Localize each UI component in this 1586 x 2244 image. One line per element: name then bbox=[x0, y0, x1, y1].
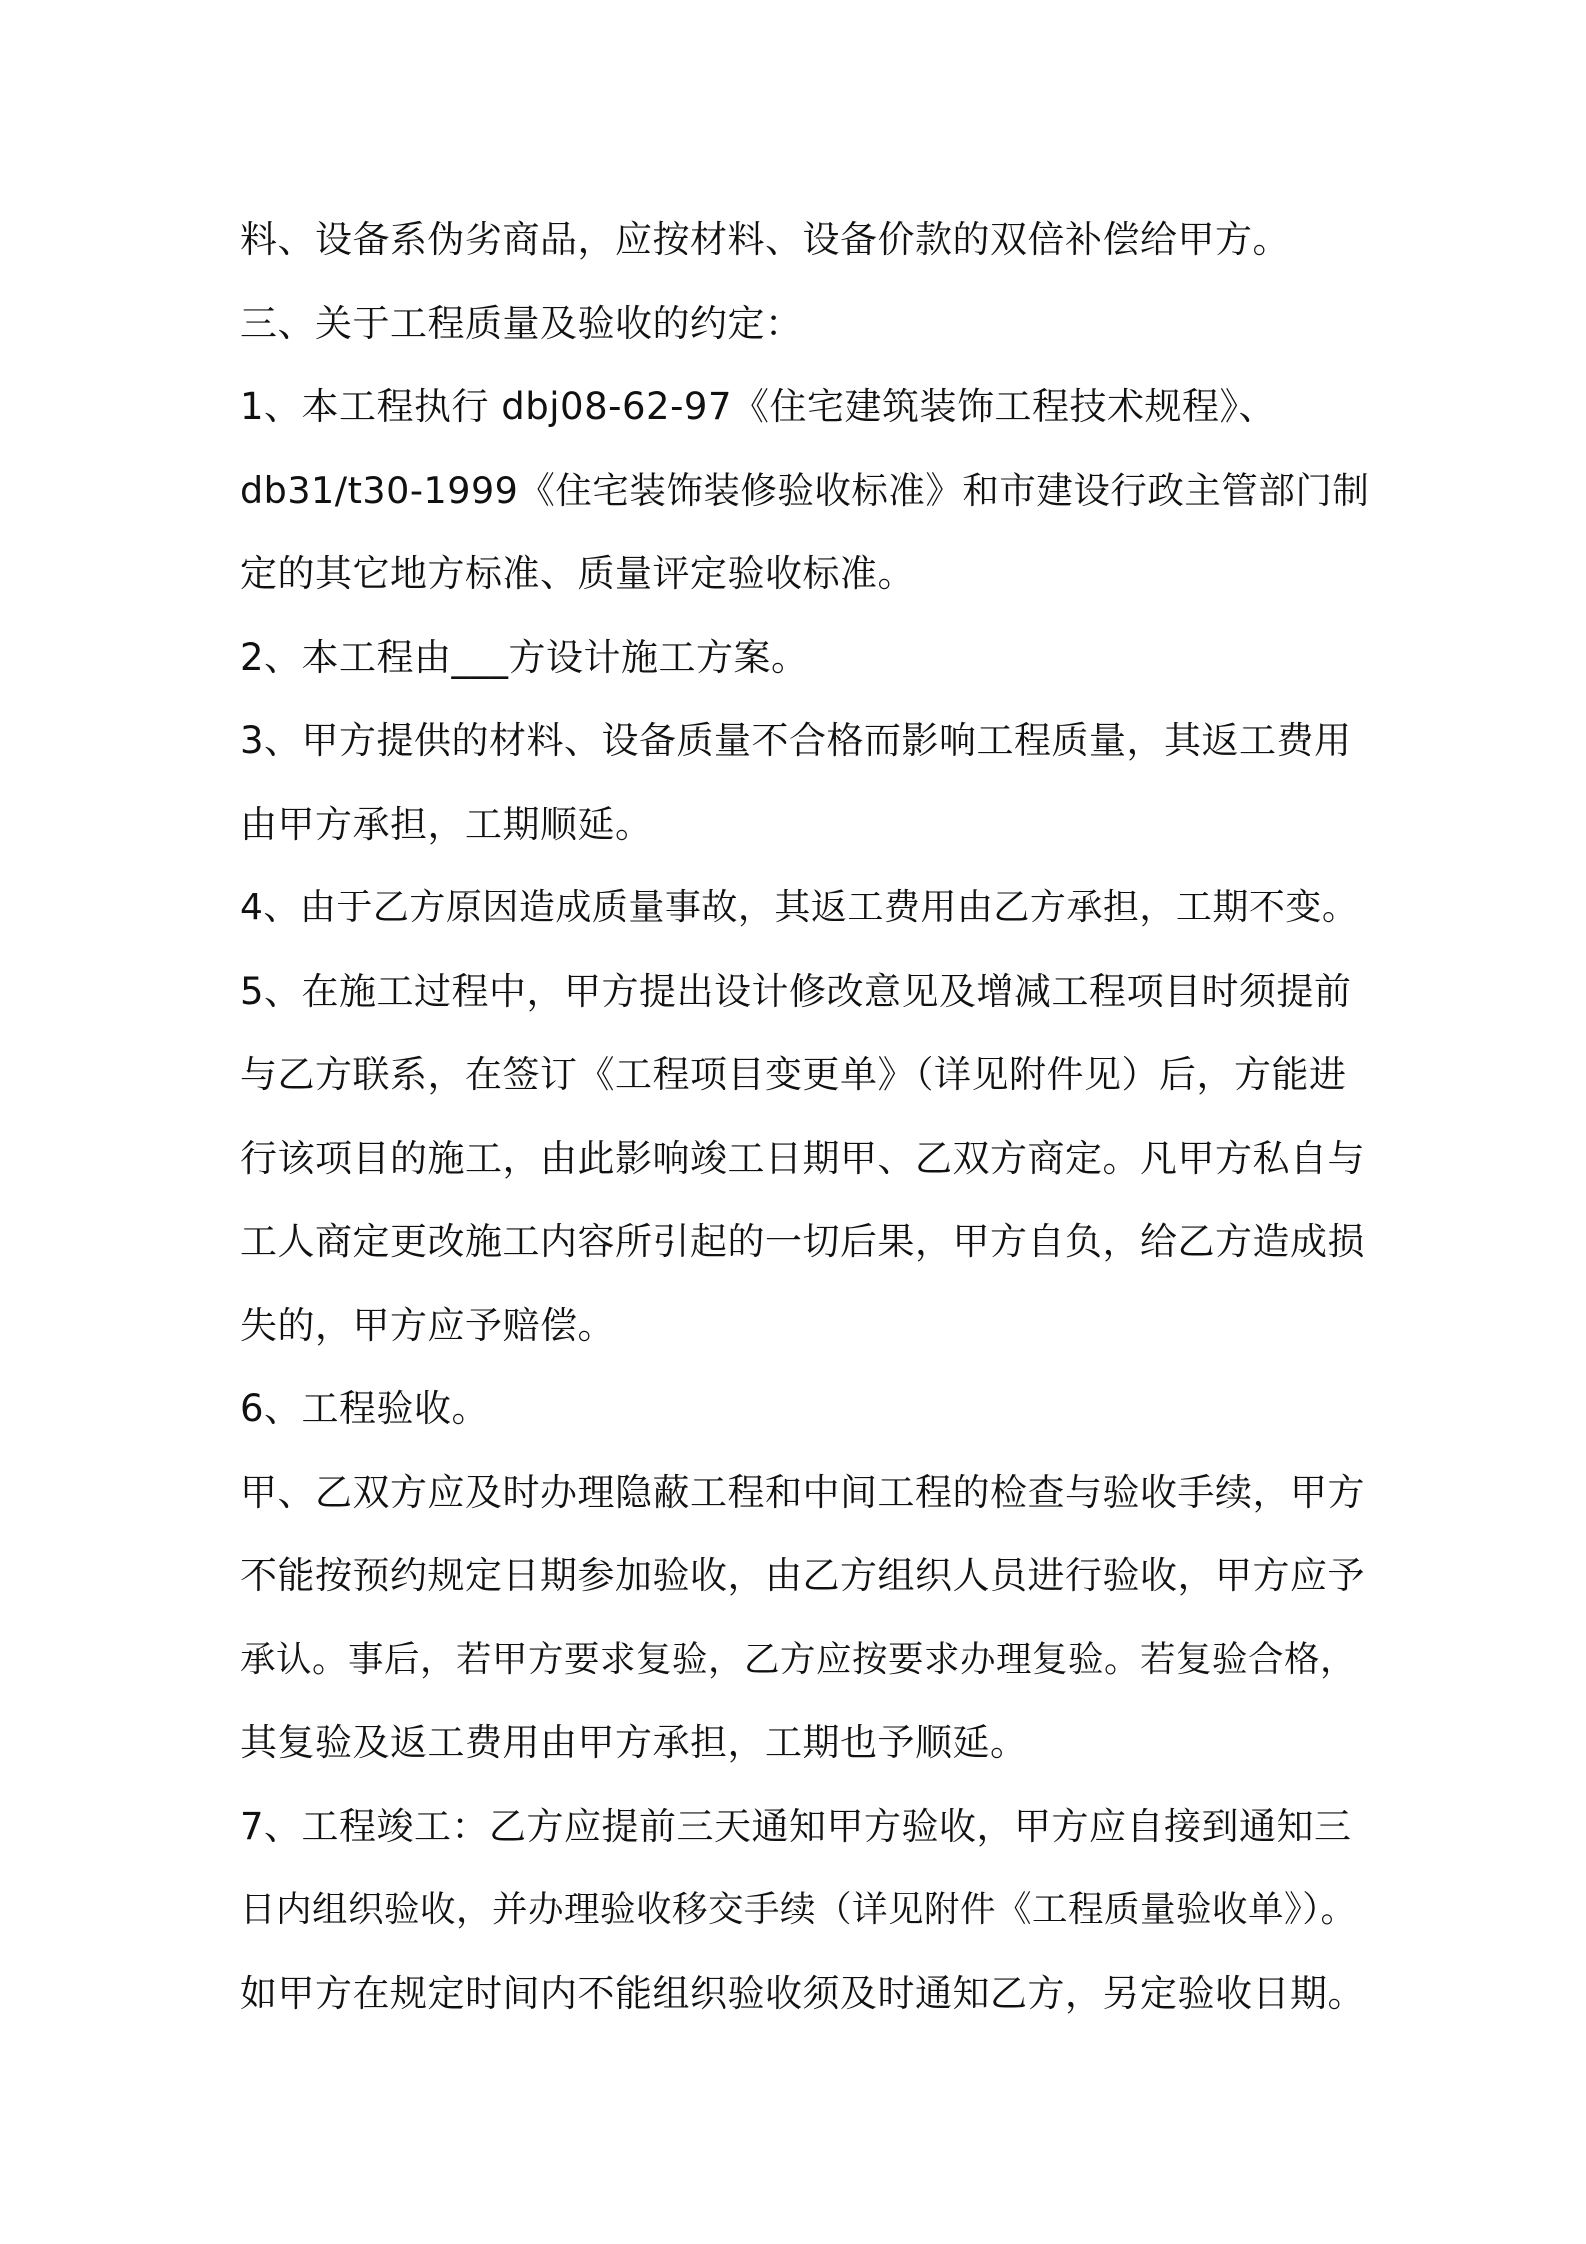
text-line: 由甲方承担，工期顺延。 bbox=[240, 802, 653, 846]
section-heading: 三、关于工程质量及验收的约定： bbox=[240, 301, 803, 345]
text-line: 定的其它地方标准、质量评定验收标准。 bbox=[240, 552, 915, 595]
text-line: 工人商定更改施工内容所引起的一切后果，甲方自负，给乙方造成损 bbox=[240, 1220, 1365, 1263]
text-line: 1、本工程执行 dbj08-62-97《住宅建筑装饰工程技术规程》、 bbox=[240, 385, 1276, 428]
text-line: 失的，甲方应予赔偿。 bbox=[240, 1303, 615, 1347]
text-line: 料、设备系伪劣商品，应按材料、设备价款的双倍补偿给甲方。 bbox=[240, 218, 1290, 261]
text-line: 日内组织验收，并办理验收移交手续（详见附件《工程质量验收单》）。 bbox=[240, 1889, 1357, 1930]
text-line: 不能按预约规定日期参加验收，由乙方组织人员进行验收，甲方应予 bbox=[240, 1554, 1365, 1597]
text-line: 行该项目的施工，由此影响竣工日期甲、乙双方商定。凡甲方私自与 bbox=[240, 1136, 1365, 1180]
text-line: 5、在施工过程中，甲方提出设计修改意见及增减工程项目时须提前 bbox=[240, 969, 1352, 1013]
text-line: 4、由于乙方原因造成质量事故，其返工费用由乙方承担，工期不变。 bbox=[240, 887, 1359, 928]
text-line: 7、工程竣工：乙方应提前三天通知甲方验收，甲方应自接到通知三 bbox=[240, 1804, 1352, 1848]
text-line: 如甲方在规定时间内不能组织验收须及时通知乙方，另定验收日期。 bbox=[240, 1971, 1365, 2015]
text-line: 其复验及返工费用由甲方承担，工期也予顺延。 bbox=[240, 1721, 1028, 1764]
text-line: 甲、乙双方应及时办理隐蔽工程和中间工程的检查与验收手续，甲方 bbox=[240, 1470, 1365, 1514]
text-line: 2、本工程由___方设计施工方案。 bbox=[240, 635, 809, 679]
text-line: db31/t30-1999《住宅装饰装修验收标准》和市建设行政主管部门制 bbox=[240, 468, 1370, 512]
document-body bbox=[240, 198, 1370, 2035]
text-line: 承认。事后，若甲方要求复验，乙方应按要求办理复验。若复验合格， bbox=[240, 1638, 1357, 1680]
text-line: 与乙方联系，在签订《工程项目变更单》（详见附件见）后，方能进 bbox=[240, 1053, 1347, 1096]
text-line: 3、甲方提供的材料、设备质量不合格而影响工程质量，其返工费用 bbox=[240, 719, 1352, 762]
text-line: 6、工程验收。 bbox=[240, 1387, 490, 1430]
